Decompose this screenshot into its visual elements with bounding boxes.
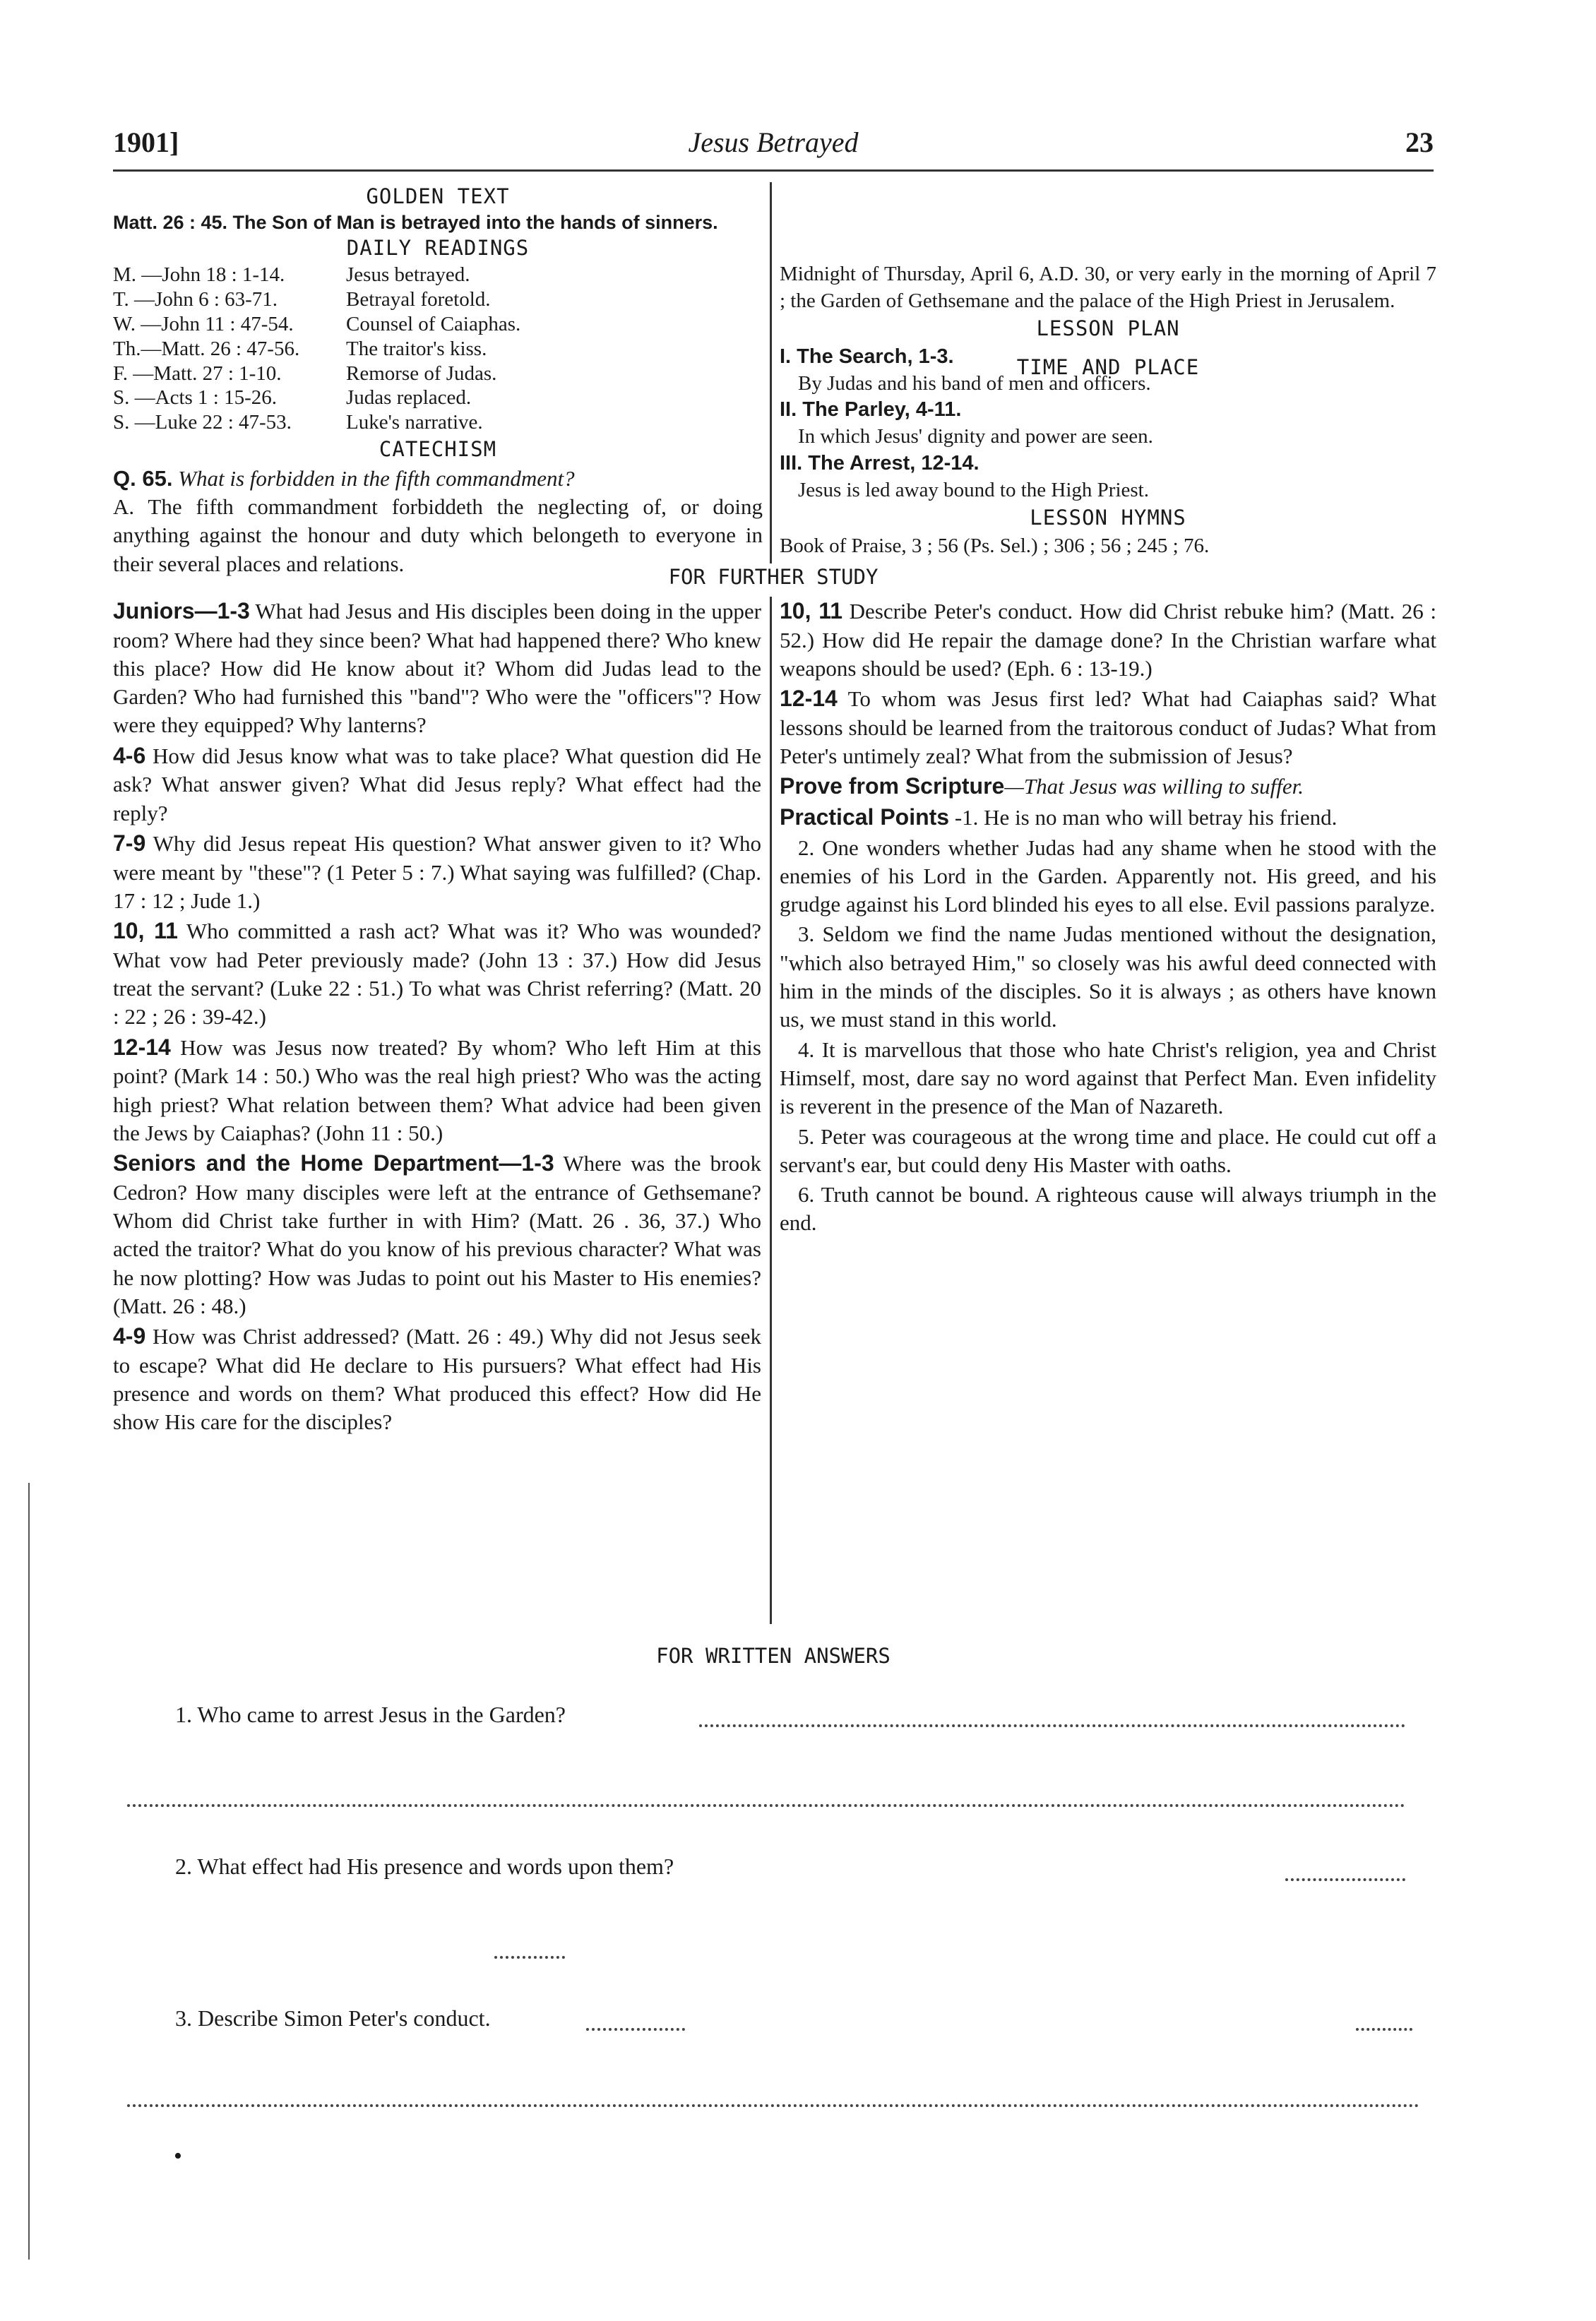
lesson-plan-item — [780, 397, 1436, 450]
study-paragraph — [113, 1033, 761, 1147]
study-paragraph — [780, 834, 1436, 919]
study-label: Seniors and the Home Department—1-3 — [113, 1150, 554, 1176]
study-text: How did Jesus know what was to take place? What question did He ask? What answer given? What did Jesus reply? What effect had the reply? — [113, 743, 761, 825]
study-paragraph — [780, 597, 1436, 683]
lesson-plan-title: II. The Parley, 4-11. — [780, 398, 962, 422]
written-question: 3. Describe Simon Peter's conduct. — [175, 2005, 491, 2031]
answer-line[interactable] — [1356, 2028, 1412, 2031]
study-paragraph — [113, 741, 761, 828]
study-text: 2. One wonders whether Judas had any shame when he stood with the enemies of his Lord in the Garden. Apparently not. His greed, and his grudge against his Lord blinded his eyes to all else. Evil passions paralyze. — [780, 835, 1436, 917]
page-header — [113, 126, 1434, 168]
reading-ref: T. —John 6 : 63-71. — [113, 288, 278, 311]
catechism-question-label: Q. 65. — [113, 465, 173, 491]
study-text: To whom was Jesus first led? What had Caiaphas said? What lessons should be learned from the traitorous conduct of Judas? What from Peter's untimely zeal? What from the submission of Jesus? — [780, 686, 1436, 769]
golden-text: Matt. 26 : 45. The Son of Man is betrayed into the hands of sinners. — [113, 211, 718, 233]
further-study-right-column — [780, 597, 1436, 1239]
answer-line[interactable] — [127, 1804, 1405, 1807]
study-label: 10, 11 — [780, 598, 843, 623]
lesson-plan-text: Jesus is led away bound to the High Priest. — [798, 478, 1149, 501]
written-answers-heading: FOR WRITTEN ANSWERS — [656, 1644, 891, 1668]
written-question: 2. What effect had His presence and words upon them? — [175, 1854, 674, 1879]
study-label: 4-9 — [113, 1323, 146, 1349]
study-label: Juniors—1-3 — [113, 598, 250, 623]
study-paragraph — [113, 597, 761, 740]
study-paragraph — [113, 1149, 761, 1320]
reading-row — [113, 386, 763, 410]
reading-topic: Luke's narrative. — [346, 411, 483, 434]
study-paragraph — [113, 917, 761, 1031]
study-text: How was Christ addressed? (Matt. 26 : 49.) Why did not Jesus seek to escape? What did He declare to His pursuers? What effect had His presence and words on them? What produced this effect? How did He show His care for the disciples? — [113, 1324, 761, 1435]
reading-ref: M. —John 18 : 1-14. — [113, 263, 285, 287]
study-label: Practical Points — [780, 804, 950, 830]
study-text: How was Jesus now treated? By whom? Who left Him at this point? (Mark 14 : 50.) Who was the real high priest? Who was the acting high priest? What relation between them? What advice had been given the Jews by Caiaphas? (John 11 : 50.) — [113, 1034, 761, 1145]
golden-text-heading: GOLDEN TEXT — [366, 184, 510, 208]
top-left-column — [113, 182, 763, 578]
header-year: 1901] — [113, 126, 179, 158]
reading-topic: Remorse of Judas. — [346, 362, 497, 385]
further-study-heading: FOR FURTHER STUDY — [668, 565, 879, 589]
lesson-plan-title: I. The Search, 1-3. — [780, 345, 954, 369]
study-paragraph — [113, 1322, 761, 1436]
study-label: Prove from Scripture — [780, 773, 1005, 799]
study-text: Why did Jesus repeat His question? What answer given to it? Who were meant by "these"? (1 Peter 5 : 7.) What saying was fulfilled? (Chap. 17 : 12 ; Jude 1.) — [113, 830, 761, 913]
lesson-plan-title: III. The Arrest, 12-14. — [780, 451, 979, 475]
catechism-answer: A. The fifth commandment forbiddeth the neglecting of, or doing anything against the honour and duty which belongeth to everyone in their several places and relations. — [113, 494, 763, 576]
study-text: Who committed a rash act? What was it? Who was wounded? What vow had Peter previously made? (John 13 : 37.) How did Jesus treat the servant? (Luke 22 : 51.) To what was Christ referring? (Matt. 20 : 22 ; 26 : 39-42.) — [113, 919, 761, 1030]
answer-line[interactable] — [586, 2028, 685, 2031]
daily-readings-table — [113, 263, 763, 435]
reading-row — [113, 337, 763, 362]
reading-row — [113, 287, 763, 312]
answer-line[interactable] — [699, 1724, 1405, 1727]
study-text: What had Jesus and His disciples been doing in the upper room? Where had they since been? What had happened there? Who knew this place? How did He know about it? Whom did Judas lead to the Garden? Who had furnished this "band"? Who were the "officers"? How were they equipped? Why lanterns? — [113, 599, 761, 738]
reading-ref: S. —Acts 1 : 15-26. — [113, 386, 277, 410]
reading-topic: Judas replaced. — [346, 386, 472, 410]
reading-row — [113, 362, 763, 386]
study-label: 12-14 — [780, 686, 838, 712]
lesson-plan-heading: LESSON PLAN — [1036, 316, 1180, 341]
answer-line[interactable] — [494, 1956, 565, 1959]
study-paragraph — [780, 1123, 1436, 1180]
daily-readings-heading: DAILY READINGS — [346, 235, 530, 260]
study-text: 6. Truth cannot be bound. A righteous cause will always triumph in the end. — [780, 1182, 1436, 1236]
answer-line[interactable] — [127, 2104, 1419, 2107]
study-label: 4-6 — [113, 742, 146, 768]
page-number: 23 — [1405, 126, 1434, 158]
header-rule — [113, 169, 1434, 172]
reading-row — [113, 263, 763, 287]
time-place-heading: TIME AND PLACE — [1016, 355, 1200, 379]
column-divider — [770, 597, 772, 1624]
written-question: 1. Who came to arrest Jesus in the Garden? — [175, 1702, 566, 1727]
study-paragraph — [780, 1181, 1436, 1238]
study-text: —That Jesus was willing to suffer. — [1004, 774, 1304, 799]
lesson-plan-text: By Judas and his band of men and officers. — [798, 371, 1151, 395]
study-text: Where was the brook Cedron? How many disciples were left at the entrance of Gethsemane? Whom did Christ take further in with Him? (Matt. 26 . 36, 37.) Who acted the traitor? What do you know of his previous character? What was he now plotting? How was Judas to point out his Master to His enemies? (Matt. 26 : 48.) — [113, 1151, 761, 1318]
lesson-plan-text: In which Jesus' dignity and power are seen. — [798, 425, 1153, 448]
reading-row — [113, 312, 763, 337]
reading-ref: W. —John 11 : 47-54. — [113, 313, 294, 336]
study-paragraph — [780, 684, 1436, 770]
study-text: 5. Peter was courageous at the wrong time and place. He could cut off a servant's ear, but could deny His Master with oaths. — [780, 1123, 1436, 1177]
column-divider-top — [770, 182, 772, 563]
catechism-question-text: What is forbidden in the fifth commandment? — [178, 465, 575, 491]
study-paragraph — [780, 920, 1436, 1034]
study-text: Describe Peter's conduct. How did Christ rebuke him? (Matt. 26 : 52.) How did He repair the damage done? In the Christian warfare what weapons should be used? (Eph. 6 : 13-19.) — [780, 599, 1436, 681]
answer-line[interactable] — [1285, 1878, 1405, 1881]
reading-topic: Jesus betrayed. — [346, 263, 470, 287]
reading-ref: F. —Matt. 27 : 1-10. — [113, 362, 282, 385]
lesson-plan-item — [780, 344, 1436, 397]
lesson-plan-item — [780, 451, 1436, 503]
time-place-text: Midnight of Thursday, April 6, A.D. 30, or very early in the morning of April 7 ; the Garden of Gethsemane and the palace of the High Priest in Jerusalem. — [780, 263, 1436, 312]
reading-topic: Betrayal foretold. — [346, 288, 491, 311]
catechism-question — [113, 465, 763, 493]
study-paragraph — [780, 1036, 1436, 1121]
reading-topic: Counsel of Caiaphas. — [346, 313, 521, 336]
reading-ref: S. —Luke 22 : 47-53. — [113, 411, 292, 434]
study-paragraph — [113, 829, 761, 915]
study-text: 4. It is marvellous that those who hate Christ's religion, yea and Christ Himself, most, dare say no word against that Perfect Man. Even infidelity is reverent in the presence of the Man of Nazareth. — [780, 1037, 1436, 1119]
catechism-heading: CATECHISM — [379, 437, 497, 461]
page-edge-mark — [28, 1483, 30, 2260]
study-text: -1. He is no man who will betray his friend. — [949, 804, 1338, 830]
study-label: 7-9 — [113, 830, 146, 856]
time-place-block — [780, 261, 1436, 560]
reading-ref: Th.—Matt. 26 : 47-56. — [113, 337, 300, 360]
lesson-hymns-text: Book of Praise, 3 ; 56 (Ps. Sel.) ; 306 ; 56 ; 245 ; 76. — [780, 534, 1210, 557]
reading-topic: The traitor's kiss. — [346, 337, 487, 360]
study-label: 10, 11 — [113, 918, 178, 944]
study-label: 12-14 — [113, 1034, 171, 1060]
reading-row — [113, 410, 763, 435]
study-paragraph — [780, 772, 1436, 801]
study-text: 3. Seldom we find the name Judas mentioned without the designation, "which also betrayed Him," so closely was his awful deed connected with him in the minds of the disciples. So it is always ; as others have known us, we must stand in this world. — [780, 921, 1436, 1032]
study-paragraph — [780, 803, 1436, 833]
lesson-hymns-heading: LESSON HYMNS — [1030, 506, 1186, 530]
further-study-left-column — [113, 597, 761, 1438]
header-title: Jesus Betrayed — [688, 126, 859, 158]
bullet-mark: • — [174, 2143, 182, 2169]
